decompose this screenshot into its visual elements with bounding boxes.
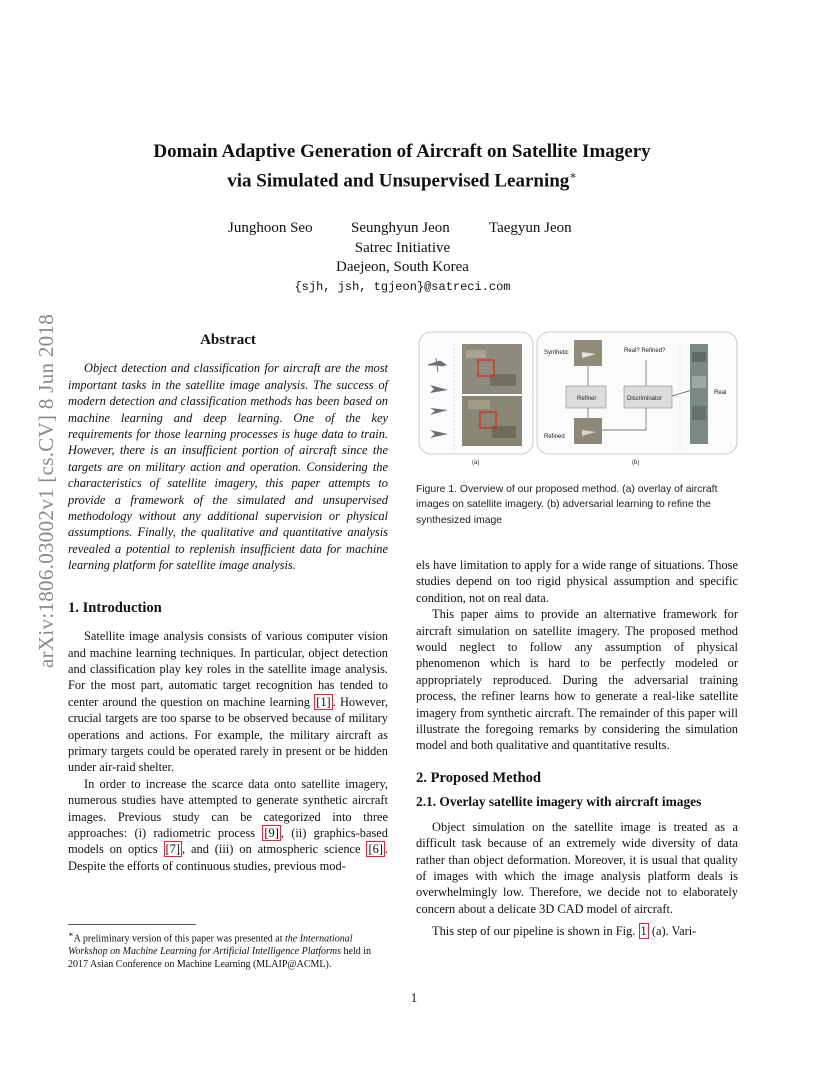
figure-1: [418, 330, 738, 470]
page-number: 1: [410, 990, 418, 1005]
intro-paragraph-3: This paper aims to provide an alternative framework for aircraft simulation on satellite imagery. The proposed method would neglect to follow any assumption of physical phenomenon which is hard to be perfectly modeled or appropriately reproduced. During the adversarial training process, the refiner learns how to generate a real-like satellite imagery from synthetic aircraft. The remainder of this paper will illustrate the foregoing remarks by considering the simulation model and both qualitative and quantitative results.: [416, 607, 738, 753]
intro-paragraph-1: [68, 628, 388, 776]
sec21-p2-text-b: (a). Vari-: [648, 924, 697, 939]
figure-label-real: Real: [714, 390, 727, 396]
footnote-venue: the International Workshop on Machine Learning for Artificial Intelligence Platforms: [68, 933, 353, 958]
title-line-2-text: via Simulated and Unsupervised Learning: [227, 170, 570, 192]
figure-label-a: (a): [472, 460, 480, 466]
footnote-text-a: A preliminary version of this paper was presented at: [73, 933, 285, 945]
author-2: Seunghyun Jeon: [351, 220, 450, 236]
intro-p2-text-a: In order to increase the scarce data onto satellite imagery, numerous studies have attempted to generate synthetic aircraft images. Previous study can be categorized into three approaches: (i) radiometric process: [68, 776, 388, 840]
intro-paragraph-2-continued: els have limitation to apply for a wide range of situations. Those studies depend on too rigid physical assumption and specific condition, not on real data.: [416, 558, 738, 605]
title-footnote-mark: ∗: [569, 170, 577, 182]
citation-link-6[interactable]: [6]: [368, 842, 383, 857]
intro-p2-text-b: , (ii) graphics-based models on optics: [68, 825, 388, 857]
figure-label-real-refined: Real? Refined?: [624, 348, 666, 354]
figure-label-refined: Refined: [544, 434, 565, 440]
paper-title: [100, 140, 704, 193]
footnote-mark: ∗: [68, 930, 74, 939]
right-column: [416, 557, 738, 940]
left-column: [68, 332, 388, 874]
intro-heading: 1. Introduction: [68, 599, 162, 616]
affiliation-institution: Satrec Initiative: [354, 240, 451, 256]
citation-link-1[interactable]: [1]: [316, 694, 331, 709]
citation-link-7[interactable]: [7]: [165, 842, 180, 857]
author-1: Junghoon Seo: [228, 220, 313, 236]
intro-p1-text-a: Satellite image analysis consists of various computer vision and machine learning techniques. In particular, object detection and classification play key roles in the satellite image analysis. For the most part, automatic target recognition has tended to center around the question on machine learning: [68, 629, 388, 709]
footnote-rule: [68, 924, 196, 925]
figure-label-b: (b): [632, 460, 640, 466]
footnote: [68, 928, 390, 971]
affiliation-location: Daejeon, South Korea: [336, 259, 469, 275]
arxiv-stamp: arXiv:1806.03002v1 [cs.CV] 8 Jun 2018: [34, 313, 58, 668]
intro-p2-text-d: . Despite the efforts of continuous studies, previous mod-: [68, 842, 389, 873]
figure-1-caption: Figure 1. Overview of our proposed method. (a) overlay of aircraft images on satellite imagery. (b) adversarial learning to refine the synthesized image: [416, 484, 718, 526]
figure-label-refiner: Refiner: [577, 396, 597, 402]
figure-label-synthetic: Synthetic: [544, 350, 569, 356]
title-line-1: Domain Adaptive Generation of Aircraft on Satellite Imagery: [153, 141, 651, 162]
sec21-p2-text-a: This step of our pipeline is shown in Fig.: [432, 924, 639, 939]
title-line-2: [100, 164, 704, 193]
intro-p1-text-b: . However, crucial targets are too sparse to be observed because of military operations and actions. For example, the military aircraft as primary targets could be operated rarely in present or be hidden under air-raid shelter.: [68, 694, 388, 775]
figure-label-discriminator: Discriminator: [627, 396, 663, 402]
author-3: Taegyun Jeon: [489, 220, 572, 236]
abstract-text: Object detection and classification for aircraft are the most important tasks in the satellite image analysis. The success of modern detection and classification methods has been based on machine learning and deep learning. One of the key requirements for those learning processes is huge data to train. However, there is an insufficient portion of aircraft since the targets are on military action and operation. Considering the characteristics of satellite imagery, this paper attempts to provide a framework of the simulated and unsupervised methodology without any additional supervision or physical assumptions. Finally, the qualitative and quantitative analysis revealed a potential to replenish insufficient data for machine learning platform for satellite image analysis.: [68, 361, 388, 573]
citation-link-9[interactable]: [9]: [264, 825, 279, 840]
section-2-1-paragraph-2: [416, 923, 738, 939]
section-2-1-heading: 2.1. Overlay satellite imagery with aircraft images: [416, 794, 702, 810]
figure-reference-link[interactable]: 1: [640, 924, 647, 939]
section-2-heading: 2. Proposed Method: [416, 769, 541, 786]
author-emails: {sjh, jsh, tgjeon}@satreci.com: [294, 280, 511, 294]
intro-paragraph-2: [68, 776, 388, 874]
section-2-1-paragraph-1: Object simulation on the satellite image is treated as a difficult task because of an extremely wide diversity of data rather than object deformation. Moreover, it is usual that quality of images with which the image analysis platform deals is overwhelmingly low. Therefore, we decide not to elaborately concern about a delicate 3D CAD model of aircraft.: [416, 819, 738, 916]
footnote-text-b: held in 2017 Asian Conference on Machine Learning (MLAIP@ACML).: [68, 946, 372, 971]
intro-p2-text-c: , and (iii) on atmospheric science: [181, 842, 367, 857]
abstract-heading: Abstract: [200, 332, 256, 348]
